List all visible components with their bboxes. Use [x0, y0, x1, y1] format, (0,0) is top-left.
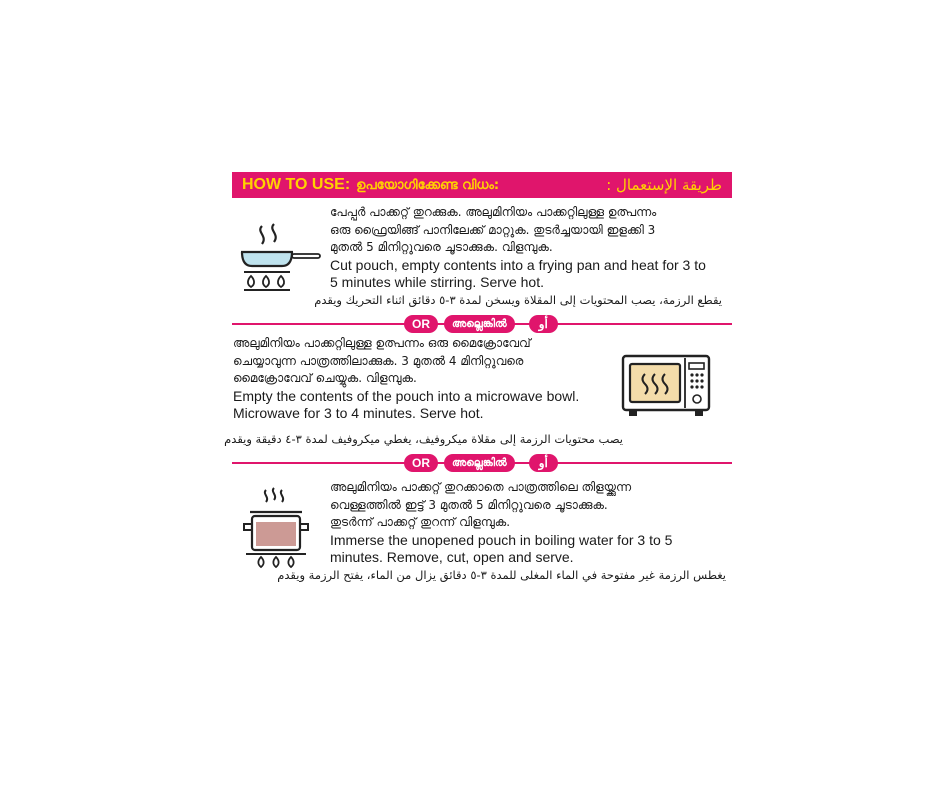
or-pill-ar: أو	[529, 315, 558, 333]
or-separator	[404, 315, 558, 333]
method-3-ml-line: അലുമിനിയം പാക്കറ്റ് തുറക്കാതെ പാത്രത്തിലെ തിളയ്ക്കുന്ന	[330, 480, 632, 494]
method-2-ml-line: അലുമിനിയം പാക്കറ്റിലുള്ള ഉത്പന്നം ഒരു മൈക്രോവേവ്	[233, 336, 531, 350]
frying-pan-icon	[240, 220, 322, 292]
header-title-en: HOW TO USE:	[242, 176, 351, 193]
method-1-en-line: Cut pouch, empty contents into a frying pan and heat for 3 to	[330, 256, 706, 273]
boiling-pot-icon	[240, 486, 312, 570]
or-separator	[404, 454, 558, 472]
or-pill-ar: أو	[529, 454, 558, 472]
method-1-ml-line: പേപ്പർ പാക്കറ്റ് തുറക്കുക. അലുമിനിയം പാക്കറ്റിലുള്ള ഉത്പന്നം	[330, 205, 657, 219]
method-3-text	[277, 479, 726, 584]
method-3-ar-line: يغطس الرزمة غير مفتوحة في الماء المغلى للمدة ٣-٥ دقائق يزال من الماء، يفتح الرزمة ويقدم	[277, 567, 726, 582]
method-3-ml-line: വെള്ളത്തിൽ ഇട്ട് 3 മുതൽ 5 മിനിറ്റുവരെ ചൂടാക്കുക.	[330, 497, 608, 512]
microwave-icon	[621, 354, 711, 420]
method-1-text	[314, 204, 722, 309]
instructions-header	[232, 172, 732, 198]
method-2-ml-line: മൈക്രോവേവ് ചെയ്യുക. വിളമ്പുക.	[233, 371, 417, 385]
method-1-ml-line: മുതൽ 5 മിനിറ്റുവരെ ചൂടാക്കുക. വിളമ്പുക.	[330, 240, 553, 254]
header-title-ar: طريقة الإستعمال :	[606, 176, 722, 194]
method-3-en-line: minutes. Remove, cut, open and serve.	[330, 549, 574, 565]
method-1-ml-line: ഒരു ഫ്രൈയിങ്ങ് പാനിലേക്ക് മാറ്റുക. തുടർച്ചയായി ഇളക്കി 3	[330, 222, 656, 237]
or-pill-ml: അല്ലെങ്കിൽ	[444, 315, 515, 333]
method-1-en-line: 5 minutes while stirring. Serve hot.	[330, 274, 544, 290]
header-title-ml: ഉപയോഗിക്കേണ്ട വിധം:	[356, 177, 500, 193]
method-2-ml-line: ചെയ്യാവുന്ന പാത്രത്തിലാക്കുക. 3 മുതൽ 4 മിനിറ്റുവരെ	[233, 353, 524, 368]
method-3-en-line: Immerse the unopened pouch in boiling water for 3 to 5	[330, 531, 673, 548]
or-pill-en: OR	[404, 454, 438, 472]
or-pill-en: OR	[404, 315, 438, 333]
method-2-en-line: Microwave for 3 to 4 minutes. Serve hot.	[233, 405, 484, 421]
method-1-ar-line: يقطع الرزمة، يصب المحتويات إلى المقلاة ويسخن لمدة ٣-٥ دقائق اثناء التحريك ويقدم	[314, 292, 722, 307]
or-pill-ml: അല്ലെങ്കിൽ	[444, 454, 515, 472]
method-3-ml-line: തുടർന്ന് പാക്കറ്റ് തുറന്ന് വിളമ്പുക.	[330, 515, 511, 529]
method-2-ar-line: يصب محتويات الرزمة إلى مقلاة ميكروفيف، يغطي ميكروفيف لمدة ٣-٤ دقيقة ويقدم	[224, 432, 623, 446]
method-2-text	[233, 335, 579, 423]
method-2-en-line: Empty the contents of the pouch into a microwave bowl.	[233, 387, 580, 404]
